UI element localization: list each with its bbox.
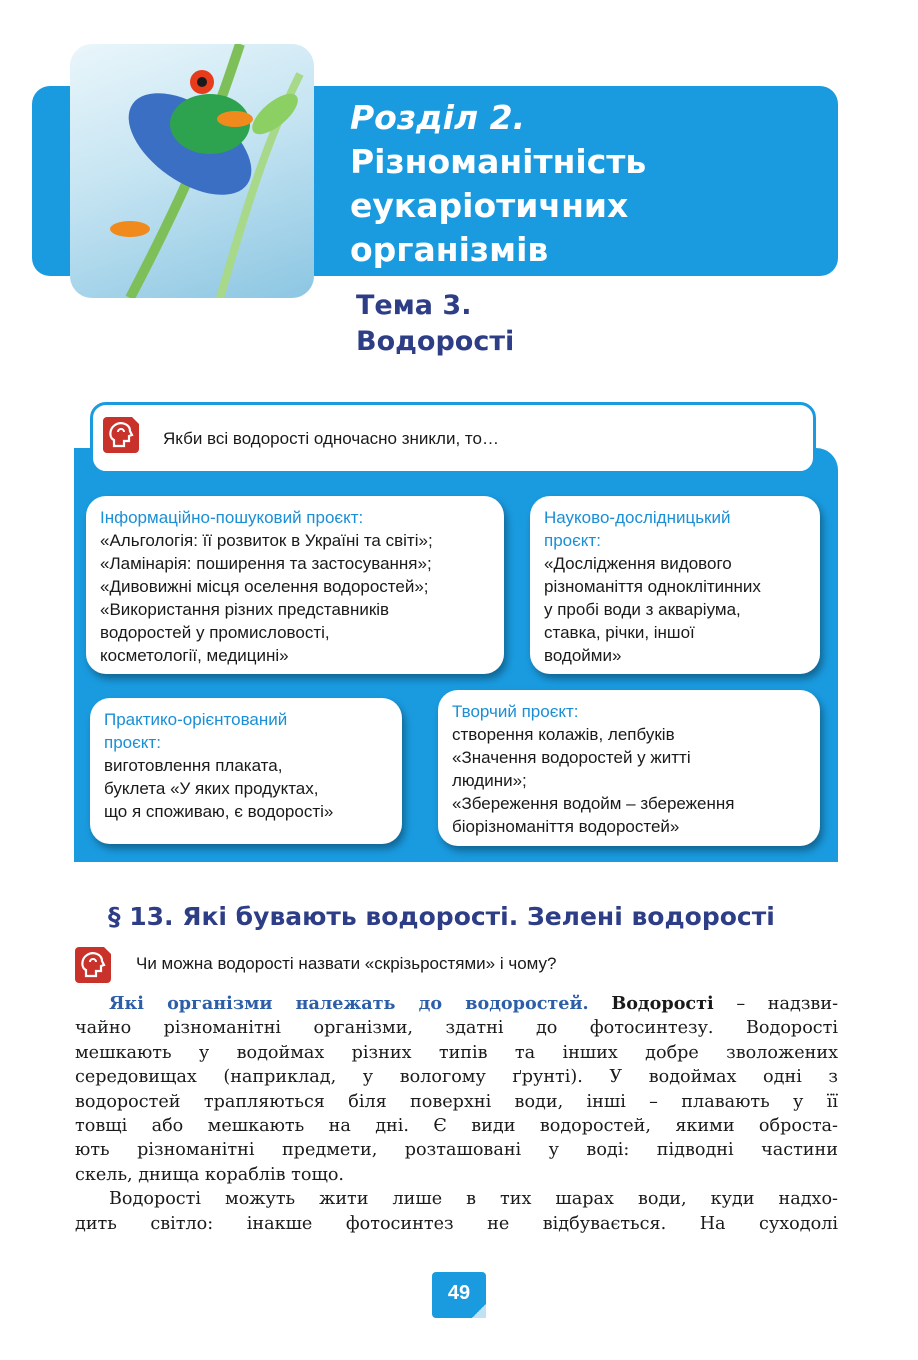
chapter-name-line: організмів (350, 230, 549, 269)
paragraph-line: товщі або мешкають на дні. Є види водоростей, якими оброста- (75, 1116, 838, 1137)
card-line: виготовлення плаката, (104, 756, 283, 775)
topic-label: Тема 3. (356, 290, 472, 321)
card-line: «Збереження водойм – збереження (452, 794, 735, 813)
info-search-project-card (86, 496, 504, 674)
card-line: людини»; (452, 771, 527, 790)
question-prompt-box (90, 402, 816, 474)
term: Водорості (611, 993, 714, 1014)
chapter-name-line: еукаріотичних (350, 186, 629, 225)
paragraph-text: – надзви- (713, 994, 839, 1014)
page-curl-icon (472, 1304, 486, 1318)
research-project-card (530, 496, 820, 674)
card-line: створення колажів, лепбуків (452, 725, 675, 744)
section-question: Чи можна водорості назвати «скрізьростями» і чому? (136, 954, 557, 973)
card-line: у пробі води з акваріума, (544, 600, 741, 619)
paragraph-line: скель, днища кораблів тощо. (75, 1164, 345, 1185)
thinking-head-icon (102, 414, 142, 454)
card-line: біорізноманіття водоростей» (452, 817, 680, 836)
chapter-name-line: Різноманітність (350, 142, 647, 181)
paragraph-line: мешкають у водоймах різних типів та інших добре зволожених (75, 1042, 838, 1063)
paragraph-line: ють різноманітні предмети, розташовані у воді: підводні частини (75, 1140, 838, 1161)
card-title: Практико-орієнтований (104, 710, 288, 729)
chapter-label: Розділ 2. (350, 98, 526, 137)
topic-title (356, 288, 514, 360)
practical-project-card (90, 698, 402, 844)
card-title: проєкт: (544, 531, 601, 550)
creative-project-card (438, 690, 820, 846)
card-line: що я споживаю, є водорості» (104, 802, 334, 821)
card-line: «Ламінарія: поширення та застосування»; (100, 554, 432, 573)
paragraph-line (75, 992, 838, 1016)
card-line: «Дивовижні місця оселення водоростей»; (100, 577, 429, 596)
topic-name: Водорості (356, 326, 515, 357)
paragraph-lead: Які організми належать до водоростей. (109, 993, 589, 1014)
card-line: «Використання різних представників (100, 600, 390, 619)
question-prompt: Якби всі водорості одночасно зникли, то… (163, 429, 499, 448)
card-title: Інформаційно-пошуковий проєкт: (100, 508, 364, 527)
paragraph-line: чайно різноманітні організми, здатні до фотосинтезу. Водорості (75, 1018, 838, 1039)
card-line: «Альгологія: її розвиток в Україні та світі»; (100, 531, 433, 550)
frog-photo (70, 44, 314, 298)
card-line: косметології, медицині» (100, 646, 289, 665)
card-line: різноманіття одноклітинних (544, 577, 761, 596)
card-title: Науково-дослідницький (544, 508, 731, 527)
card-title: Творчий проєкт: (452, 702, 579, 721)
paragraph-line: дить світло: інакше фотосинтез не відбувається. На суходолі (75, 1213, 838, 1234)
section-title: § 13. Які бувають водорості. Зелені водорості (108, 902, 775, 931)
chapter-title (350, 96, 820, 272)
card-line: «Значення водоростей у житті (452, 748, 691, 767)
paragraph-line: середовищах (наприклад, у вологому ґрунті). У водоймах одні з (75, 1067, 838, 1088)
card-title: проєкт: (104, 733, 161, 752)
card-line: ставка, річки, іншої (544, 623, 695, 642)
body-text (75, 992, 838, 1236)
paragraph-line: Водорості можуть жити лише в тих шарах води, куди надхо- (109, 1189, 838, 1210)
card-line: «Дослідження видового (544, 554, 732, 573)
page-number-text: 49 (447, 1282, 471, 1304)
page-number (432, 1272, 486, 1318)
card-line: водойми» (544, 646, 622, 665)
thinking-head-icon (74, 944, 114, 984)
card-line: водоростей у промисловості, (100, 623, 330, 642)
paragraph-line: водоростей трапляються біля поверхні води, інші – плавають у її (75, 1091, 838, 1112)
card-line: буклета «У яких продуктах, (104, 779, 319, 798)
